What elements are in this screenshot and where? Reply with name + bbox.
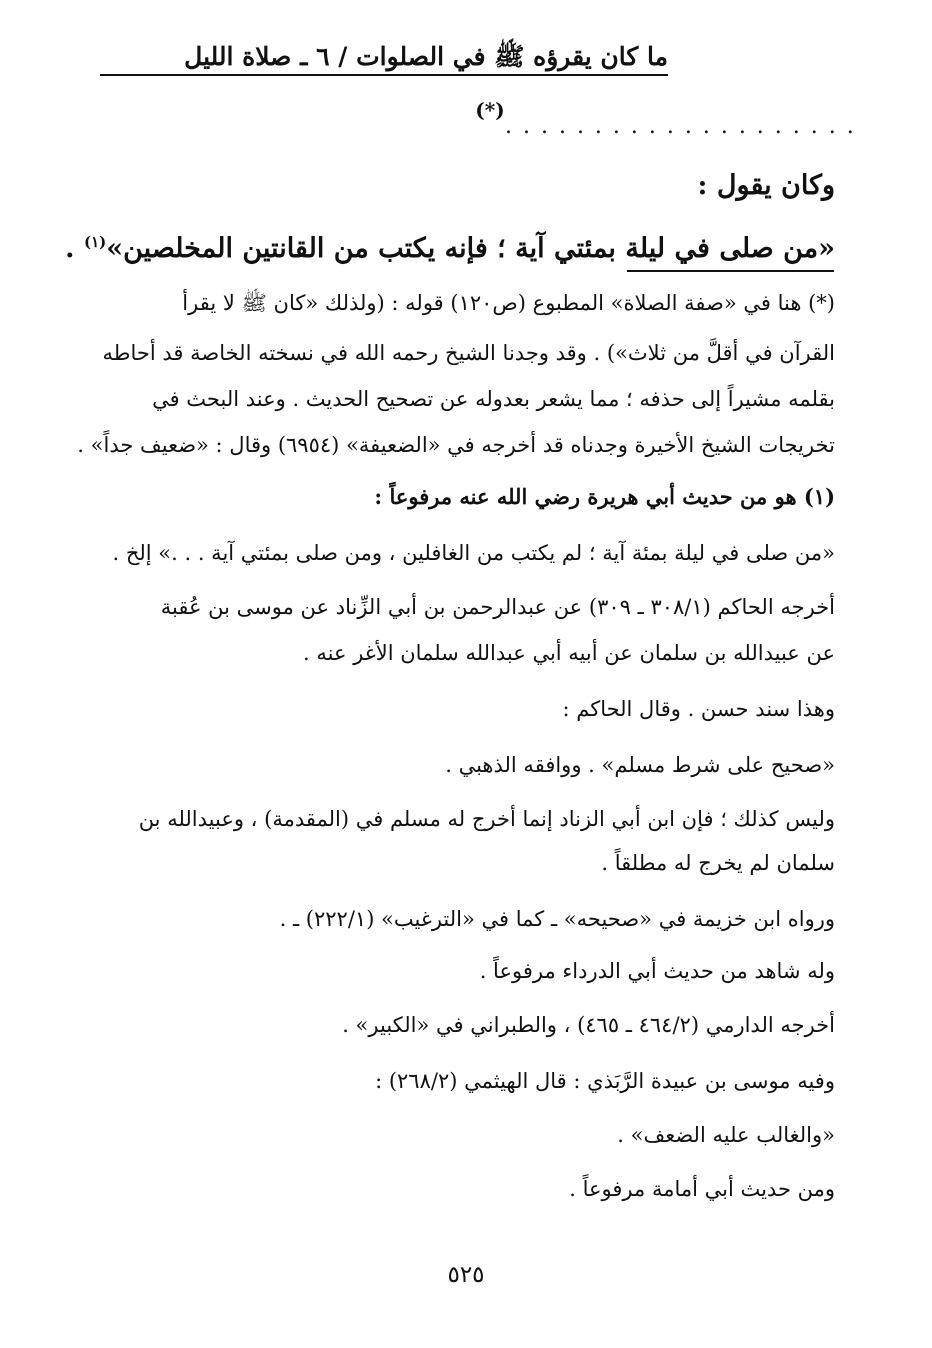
note-1-line: «من صلى في ليلة بمئة آية ؛ لم يكتب من الغافلين ، ومن صلى بمئتي آية . . .» إلخ . (112, 541, 835, 565)
note-1-line: وهذا سند حسن . وقال الحاكم : (562, 697, 835, 721)
star-note-line: القرآن في أقلَّ من ثلاث») . وقد وجدنا الشيخ رحمه الله في نسخته الخاصة قد أحاطه (102, 341, 835, 365)
note-1-line: أخرجه الحاكم (٣٠٨/١ ـ ٣٠٩) عن عبدالرحمن بن أبي الزِّناد عن موسى بن عُقبة (160, 595, 835, 619)
star-note-line: تخريجات الشيخ الأخيرة وجدناه قد أخرجه في «الضعيفة» (٦٩٥٤) وقال : «ضعيف جداً» . (77, 433, 835, 457)
footnote-separator (627, 270, 834, 272)
hadith-quote (65, 222, 835, 269)
running-header: ما كان يقرؤه ﷺ في الصلوات / ٦ ـ صلاة الليل (184, 42, 668, 71)
note-1-line: «صحيح على شرط مسلم» . ووافقه الذهبي . (445, 753, 835, 777)
header-rule (100, 74, 668, 76)
note-1-line: سلمان لم يخرج له مطلقاً . (601, 851, 835, 875)
note-1-line: وله شاهد من حديث أبي الدرداء مرفوعاً . (479, 959, 835, 983)
note-1-line: أخرجه الدارمي (٤٦٤/٢ ـ ٤٦٥) ، والطبراني في «الكبير» . (342, 1013, 835, 1037)
note-1-line: وليس كذلك ؛ فإن ابن أبي الزناد إنما أخرج له مسلم في (المقدمة) ، وعبيدالله بن (138, 807, 835, 831)
dotted-separator: . . . . . . . . . . . . . . . . . . . . (505, 114, 856, 139)
footnote-reference: (١) (83, 233, 107, 251)
note-1-line: وفيه موسى بن عبيدة الرَّبَذي : قال الهيثمي (٢٦٨/٢) : (375, 1069, 835, 1093)
note-1-line: (١) هو من حديث أبي هريرة رضي الله عنه مرفوعاً : (374, 484, 835, 509)
hadith-quote-end: . (65, 233, 75, 264)
main-text-line-1: وكان يقول : (697, 170, 835, 201)
star-note-line: (*) هنا في «صفة الصلاة» المطبوع (ص١٢٠) قوله : (ولذلك «كان ﷺ لا يقرأ (182, 291, 835, 315)
note-1-line: عن عبيدالله بن سلمان عن أبيه أبي عبدالله سلمان الأغر عنه . (303, 641, 835, 665)
star-note-line: بقلمه مشيراً إلى حذفه ؛ مما يشعر بعدوله عن تصحيح الحديث . وعند البحث في (152, 387, 835, 411)
page-number: ٥٢٥ (447, 1262, 485, 1288)
note-1-line: «والغالب عليه الضعف» . (617, 1123, 835, 1147)
hadith-quote-text: «من صلى في ليلة بمئتي آية ؛ فإنه يكتب من القانتين المخلصين» (106, 233, 835, 264)
note-1-line: ومن حديث أبي أمامة مرفوعاً . (569, 1177, 835, 1201)
note-1-line: ورواه ابن خزيمة في «صحيحه» ـ كما في «الترغيب» (٢٢٢/١) ـ . (279, 907, 835, 931)
footnote-marker-asterisk: (*) (475, 98, 505, 122)
